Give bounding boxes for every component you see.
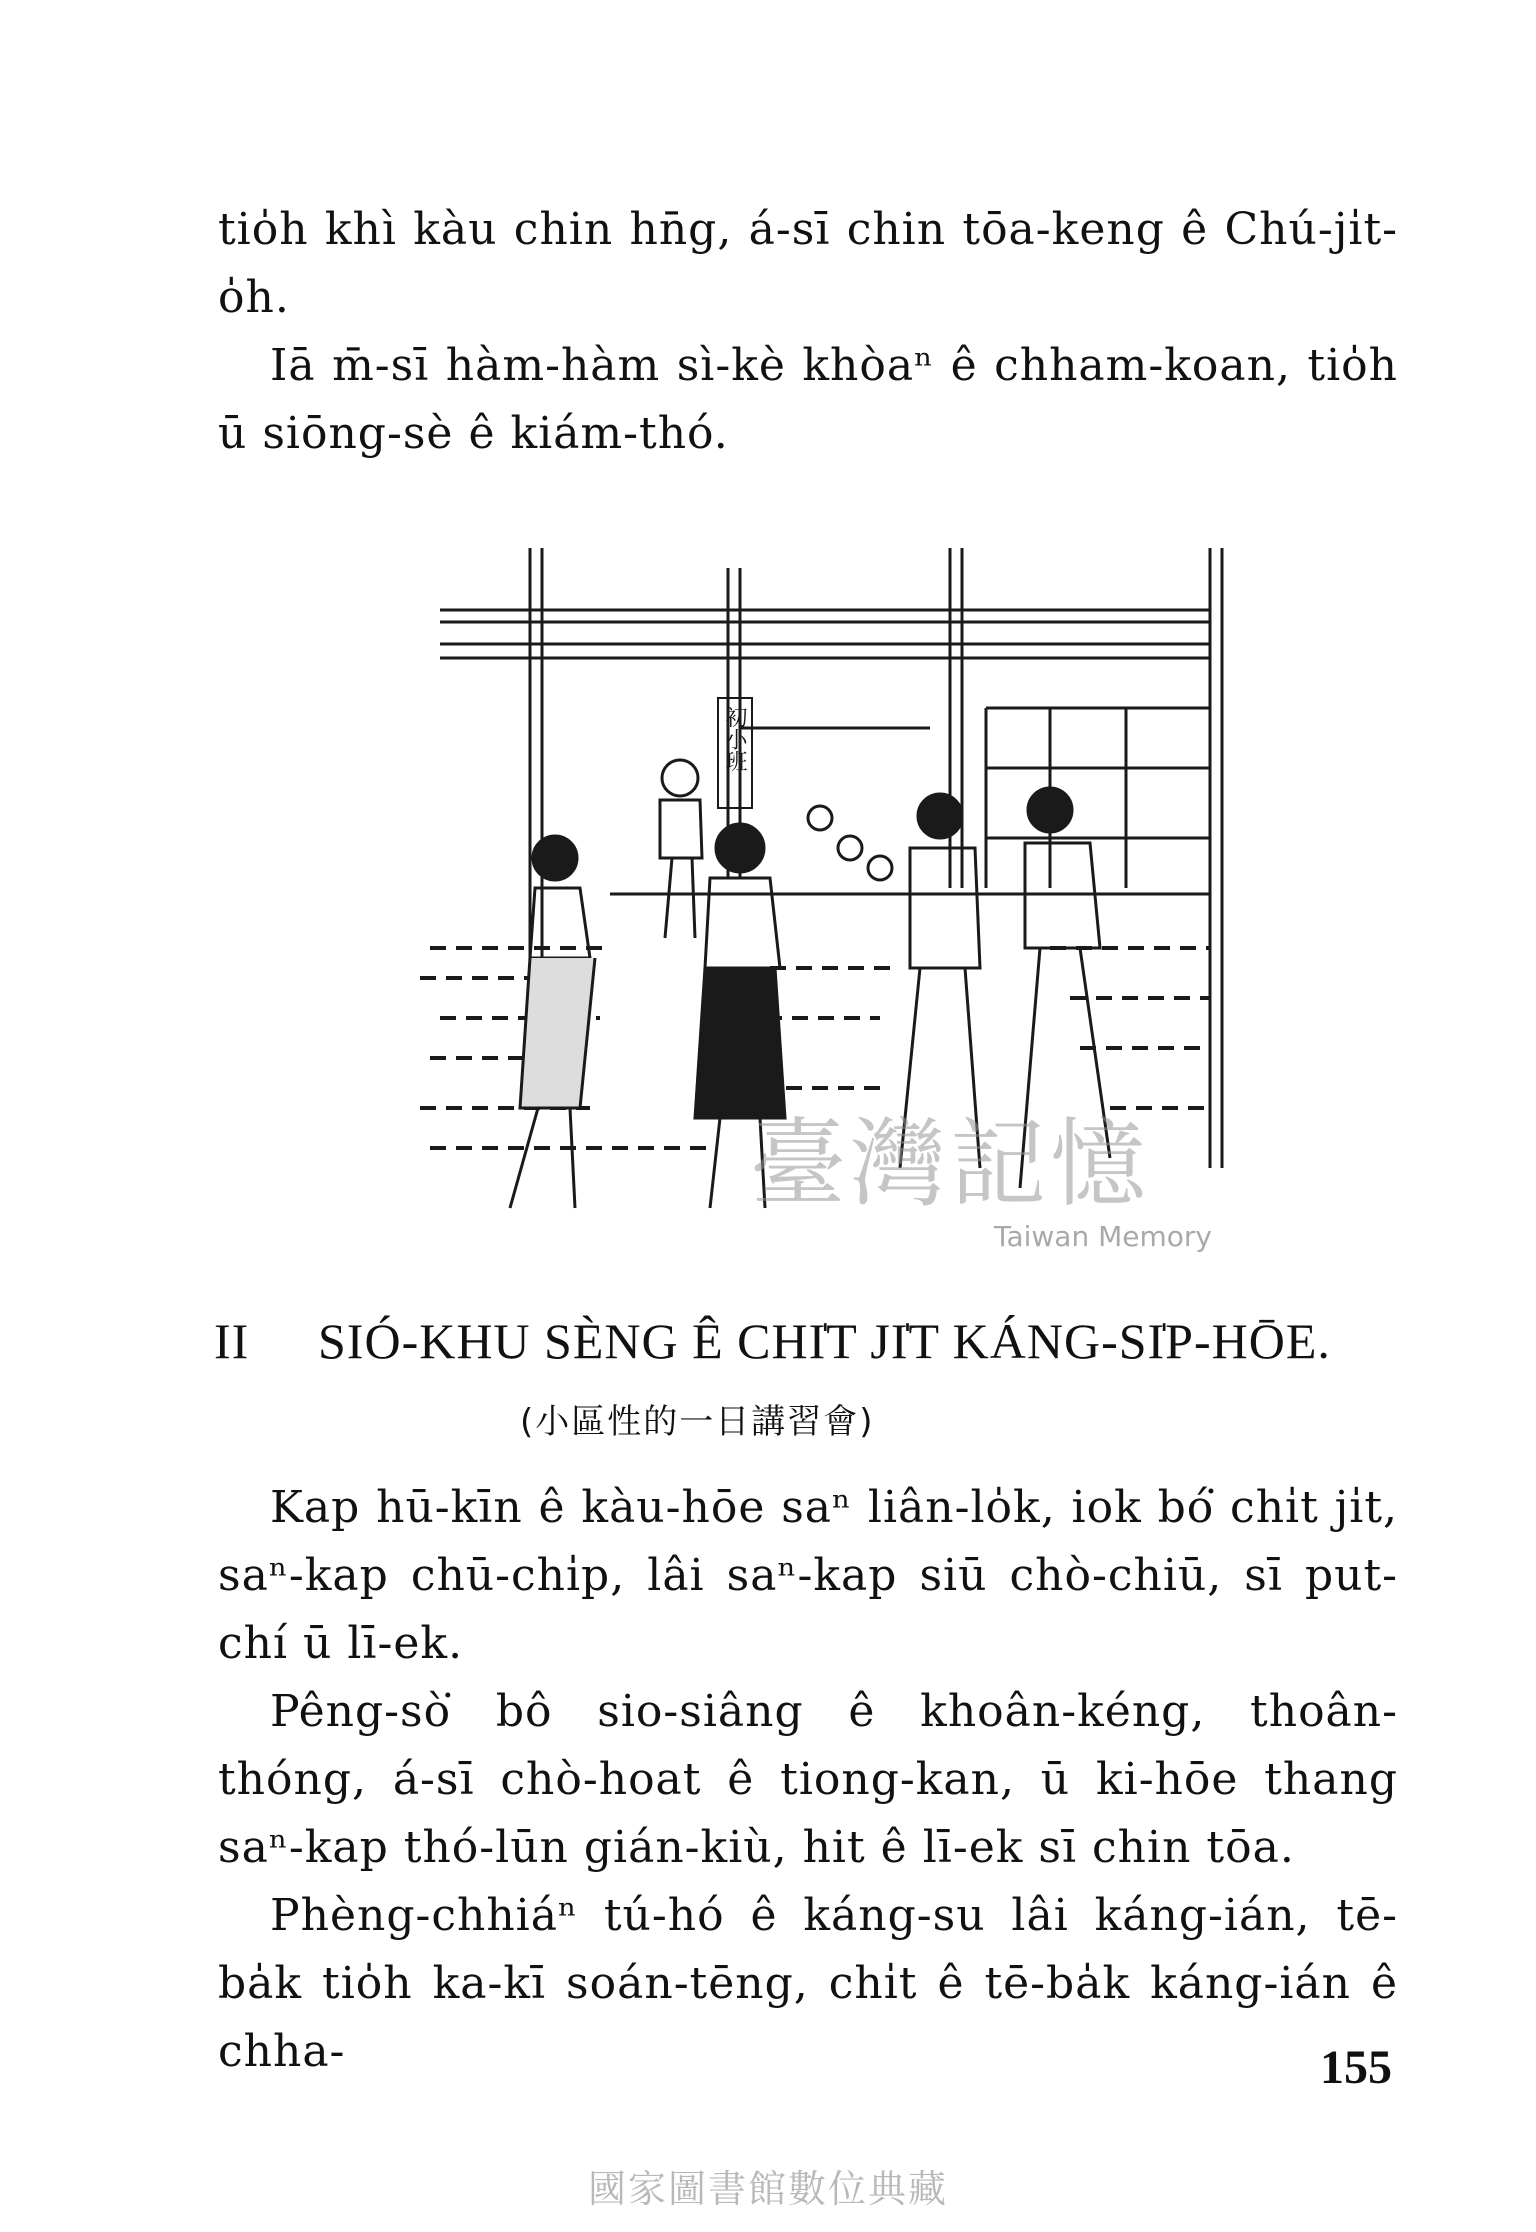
page-number: 155 (1320, 2041, 1392, 2094)
footer-collection-label: 國家圖書館數位典藏 (587, 2167, 948, 2211)
section-heading (214, 1312, 1414, 1370)
top-paragraph-1: tio̍h khì kàu chin hn̄g, á-sī chin tōa-keng ê Chú-ji̍t-o̍h. (218, 204, 1398, 323)
body-paragraph-3: Phèng-chhiáⁿ tú-hó ê káng-su lâi káng-ián, tē-ba̍k tio̍h ka-kī soán-tēng, chi̍t ê tē-ba̍k káng-ián ê chha- (218, 1890, 1398, 2077)
section-subtitle: (小區性的一日講習會) (520, 1402, 875, 1442)
door-sign: 初小班 (722, 706, 747, 772)
section-title: SIÓ-KHU SÈNG Ê CHI̍T JI̍T KÁNG-SI̍P-HŌE. (318, 1313, 1331, 1369)
body-text-block (218, 1474, 1398, 2086)
body-paragraph-1: Kap hū-kīn ê kàu-hōe saⁿ liân-lo̍k, iok bó͘ chi̍t ji̍t, saⁿ-kap chū-chi̍p, lâi saⁿ-kap siū chò-chiū, sī put-chí ū lī-ek. (218, 1482, 1398, 1669)
body-paragraph-2: Pêng-sò͘ bô sio-siâng ê khoân-kéng, thoân-thóng, á-sī chò-hoat ê tiong-kan, ū ki-hōe thang saⁿ-kap thó-lūn gián-kiù, hit ê lī-ek sī chin tōa. (218, 1686, 1398, 1873)
watermark-chinese: 臺灣記憶 (750, 1108, 1150, 1220)
top-paragraph-2: Iā m̄-sī hàm-hàm sì-kè khòaⁿ ê chham-koan, tio̍h ū siōng-sè ê kiám-thó. (218, 340, 1398, 459)
watermark-english: Taiwan Memory (994, 1220, 1212, 1253)
top-text-block (218, 196, 1398, 468)
classroom-scene-illustration (410, 548, 1240, 1268)
section-number: II (214, 1313, 250, 1369)
